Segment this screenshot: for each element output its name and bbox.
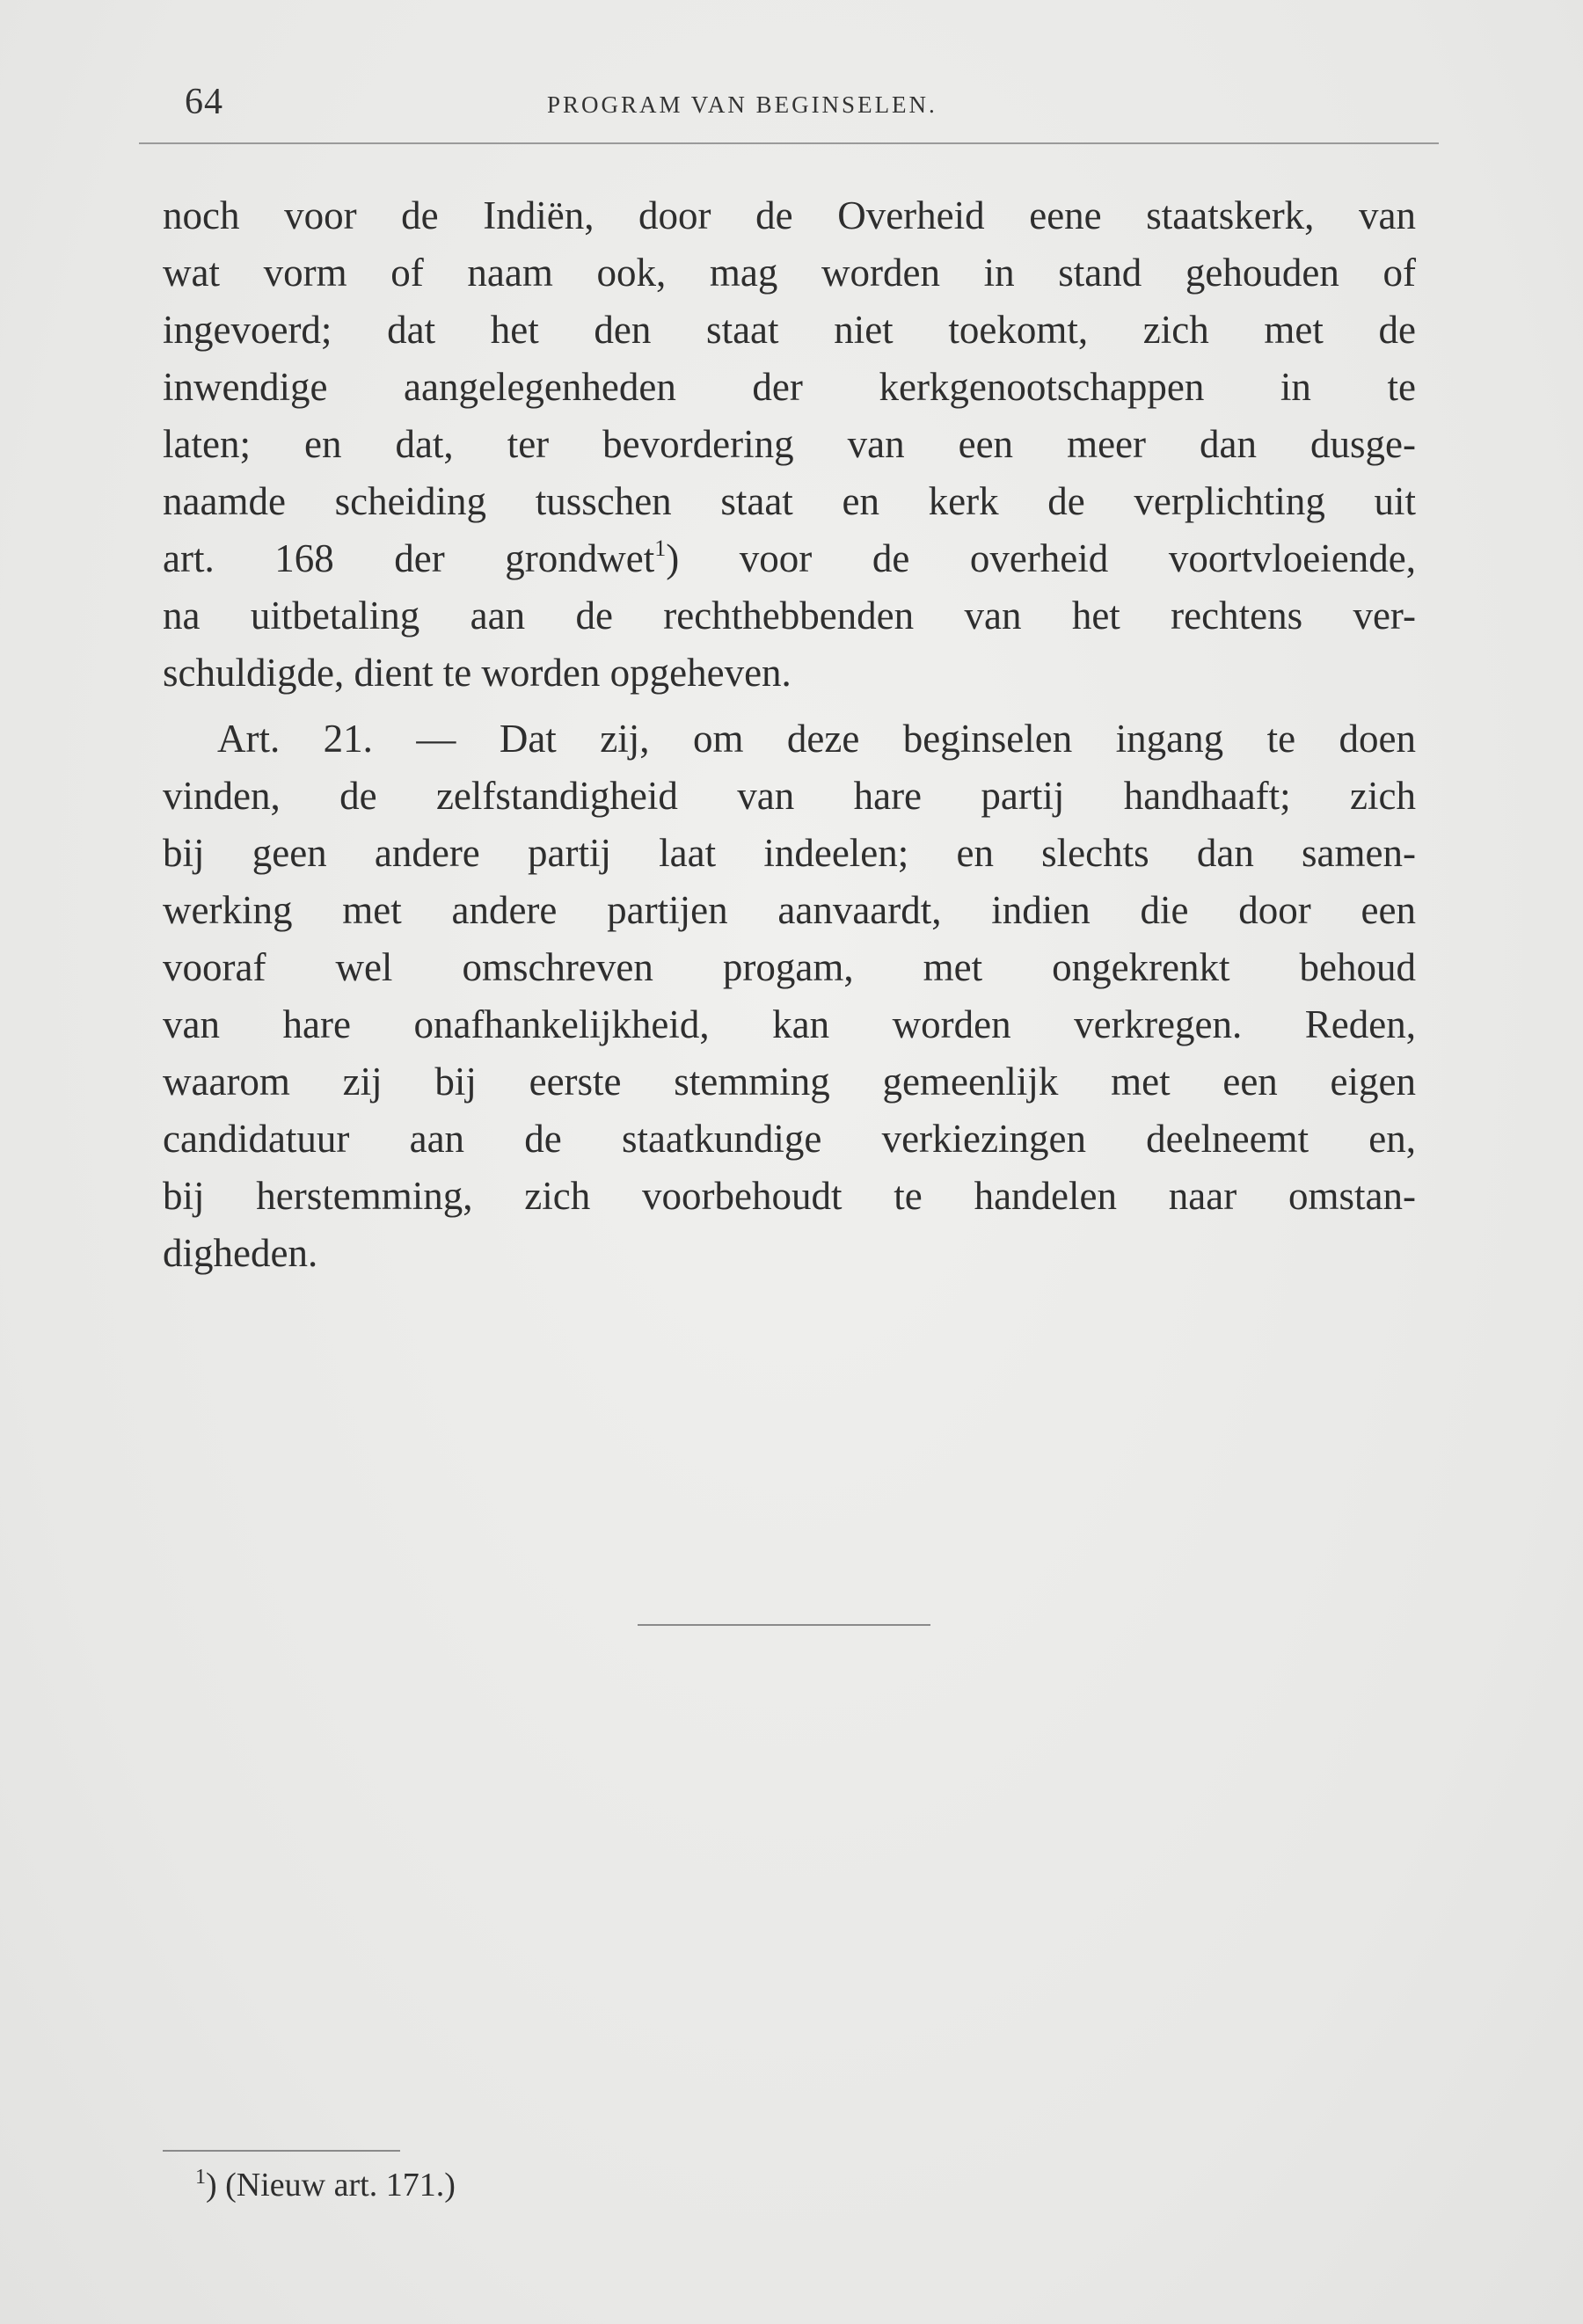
text-line: vooraf wel omschreven progam, met ongekrenkt behoud bbox=[163, 945, 1416, 989]
text-line: candidatuur aan de staatkundige verkiezingen deelneemt en, bbox=[163, 1117, 1416, 1161]
text-line: waarom zij bij eerste stemming gemeenlijk met een eigen bbox=[163, 1060, 1416, 1104]
text-line: wat vorm of naam ook, mag worden in stand gehouden of bbox=[163, 251, 1416, 295]
text-line: digheden. bbox=[163, 1231, 318, 1275]
text-line: laten; en dat, ter bevordering van een meer dan dusge- bbox=[163, 422, 1416, 466]
footnote-text: ) (Nieuw art. 171.) bbox=[206, 2167, 456, 2204]
footnote-rule bbox=[163, 2150, 400, 2152]
text-line-with-footnote-ref bbox=[163, 530, 1416, 587]
line-prefix: art. 168 der grondwet bbox=[163, 536, 655, 580]
paragraph-art-20-continuation bbox=[163, 187, 1416, 702]
paragraph-art-21 bbox=[163, 710, 1416, 1282]
running-head: PROGRAM VAN BEGINSELEN. bbox=[547, 91, 937, 118]
text-line: schuldigde, dient te worden opgeheven. bbox=[163, 651, 792, 695]
footnote-reference: 1 bbox=[654, 535, 667, 561]
text-line: Art. 21. — Dat zij, om deze beginselen ingang te doen bbox=[217, 717, 1416, 761]
text-line: ingevoerd; dat het den staat niet toekomt, zich met de bbox=[163, 308, 1416, 352]
text-line: na uitbetaling aan de rechthebbenden van het rechtens ver- bbox=[163, 594, 1416, 637]
footnote bbox=[195, 2163, 456, 2207]
line-suffix: ) voor de overheid voortvloeiende, bbox=[666, 536, 1416, 580]
text-line: naamde scheiding tusschen staat en kerk de verplichting uit bbox=[163, 479, 1416, 523]
page-number: 64 bbox=[185, 82, 223, 122]
body-text bbox=[163, 187, 1416, 1282]
text-line: werking met andere partijen aanvaardt, indien die door een bbox=[163, 888, 1416, 932]
text-line: inwendige aangelegenheden der kerkgenootschappen in te bbox=[163, 365, 1416, 409]
text-line: vinden, de zelfstandigheid van hare partij handhaaft; zich bbox=[163, 774, 1416, 818]
page-header bbox=[185, 81, 1416, 134]
header-rule bbox=[139, 142, 1439, 144]
footnote-mark: 1 bbox=[195, 2166, 206, 2189]
text-line: van hare onafhankelijkheid, kan worden verkregen. Reden, bbox=[163, 1002, 1416, 1046]
text-line: bij geen andere partij laat indeelen; en slechts dan samen- bbox=[163, 831, 1416, 875]
text-line: bij herstemming, zich voorbehoudt te handelen naar omstan- bbox=[163, 1174, 1416, 1218]
section-end-rule bbox=[638, 1624, 930, 1626]
text-line: noch voor de Indiën, door de Overheid eene staatskerk, van bbox=[163, 193, 1416, 237]
